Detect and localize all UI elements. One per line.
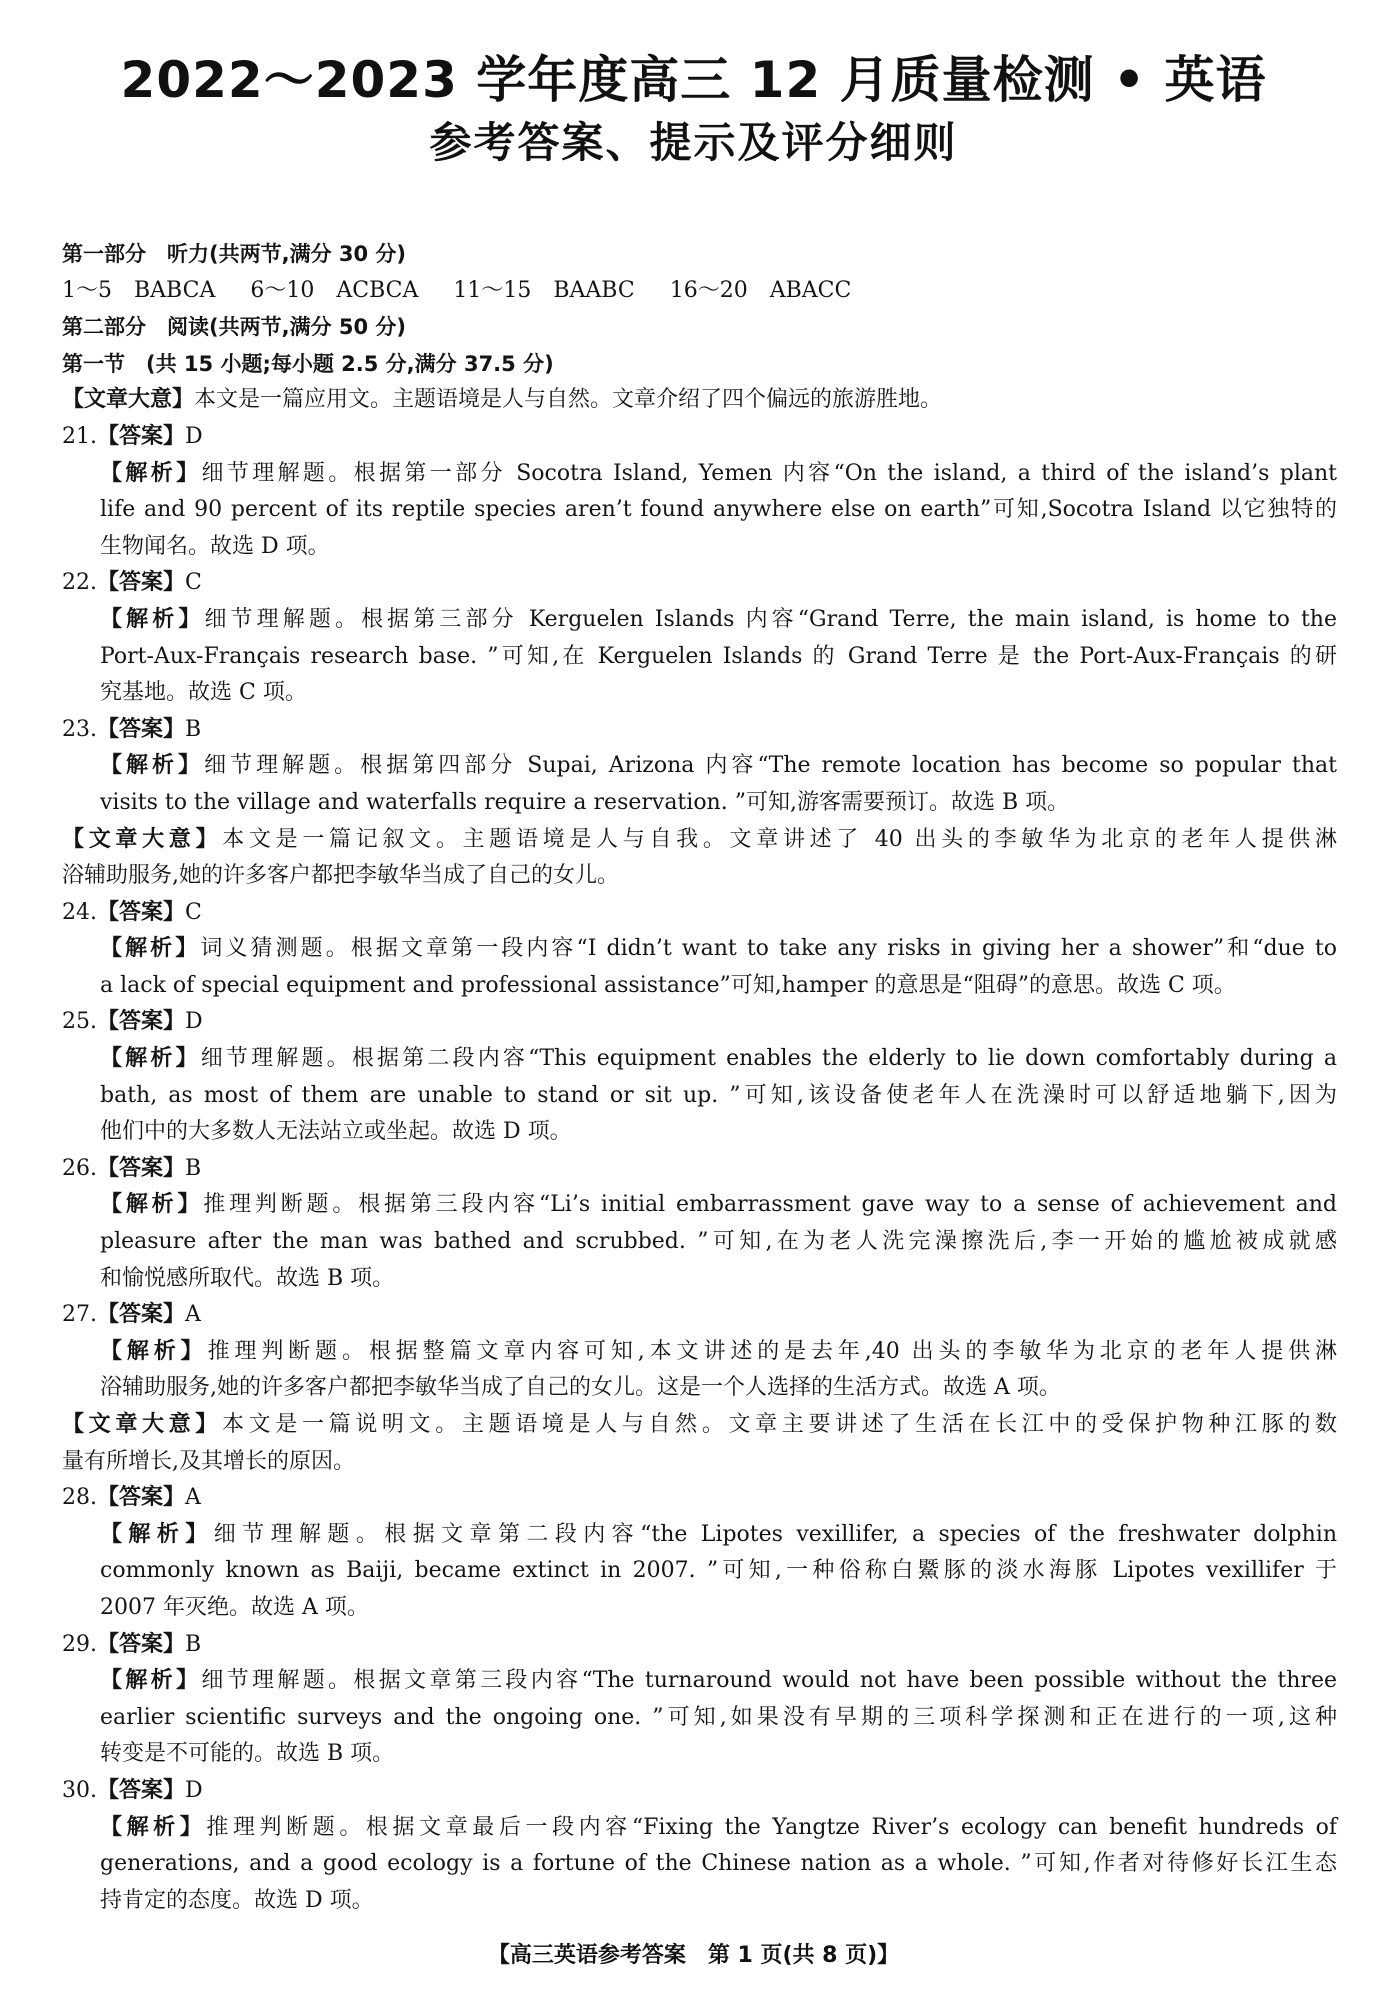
analysis-tag: 【解析】: [100, 1338, 208, 1364]
answer-tag: 【答案】: [97, 1777, 186, 1803]
answer-row: [62, 1004, 1337, 1041]
analysis-tag: 【解析】: [100, 1668, 202, 1694]
answer-row: [62, 712, 1337, 749]
answer-letter: D: [185, 1009, 203, 1035]
analysis-tag: 【解析】: [100, 936, 201, 962]
section1-heading: 第一节 (共 15 小题;每小题 2.5 分,满分 37.5 分): [62, 351, 554, 376]
analysis-line: Port-Aux-Français research base. ”可知,在 Kerguelen Islands 的 Grand Terre 是 the Port-Aux-Français 的研: [100, 643, 1337, 669]
analysis-line: 【解析】推理判断题。根据第三段内容“Li’s initial embarrassment gave way to a sense of achievement and: [100, 1192, 1337, 1218]
passage-summary: 【文章大意】本文是一篇应用文。主题语境是人与自然。文章介绍了四个偏远的旅游胜地。: [62, 387, 943, 413]
page-title: 2022～2023 学年度高三 12 月质量检测 • 英语: [120, 51, 1267, 109]
answer-row: [62, 1297, 1337, 1334]
analysis-line: 他们中的大多数人无法站立或坐起。故选 D 项。: [100, 1119, 572, 1145]
answer-letter: D: [185, 1777, 203, 1803]
analysis-line: a lack of special equipment and professional assistance”可知,hamper 的意思是“阻碍”的意思。故选 C 项。: [100, 972, 1236, 998]
analysis-tag: 【解析】: [100, 1814, 207, 1840]
summary-tag: 【文章大意】: [62, 826, 223, 852]
passage-summary-cont: 量有所增长,及其增长的原因。: [62, 1448, 355, 1474]
question-number: 26.: [62, 1155, 97, 1181]
analysis-line: life and 90 percent of its reptile species aren’t found anywhere else on earth”可知,Socotra Island 以它独特的: [100, 497, 1337, 523]
answer-row: [62, 1773, 1337, 1810]
analysis-line: 2007 年灭绝。故选 A 项。: [100, 1594, 369, 1620]
analysis-tag: 【解析】: [100, 1192, 204, 1218]
analysis-tag: 【解析】: [100, 460, 202, 486]
analysis-line: generations, and a good ecology is a fortune of the Chinese nation as a whole. ”可知,作者对待修好长江生态: [100, 1851, 1337, 1877]
passage-summary: 【文章大意】本文是一篇记叙文。主题语境是人与自我。文章讲述了 40 出头的李敏华为北京的老年人提供淋: [62, 826, 1337, 852]
question-number: 25.: [62, 1009, 97, 1035]
analysis-line: 【解析】词义猜测题。根据文章第一段内容“I didn’t want to take any risks in giving her a shower”和“due to: [100, 936, 1337, 962]
analysis-line: visits to the village and waterfalls require a reservation. ”可知,游客需要预订。故选 B 项。: [100, 789, 1070, 815]
answer-letter: B: [185, 1631, 202, 1657]
analysis-line: bath, as most of them are unable to stand or sit up. ”可知,该设备使老年人在洗澡时可以舒适地躺下,因为: [100, 1082, 1337, 1108]
listening-answers: [62, 273, 1337, 310]
question-number: 29.: [62, 1631, 97, 1657]
answer-letter: A: [185, 1485, 201, 1511]
question-number: 23.: [62, 716, 97, 742]
page-subtitle: 参考答案、提示及评分细则: [429, 118, 958, 167]
answer-row: [62, 1480, 1337, 1517]
analysis-tag: 【解析】: [100, 606, 205, 632]
answer-letter: B: [185, 1155, 202, 1181]
listening-answer-group: 11～15 BAABC: [453, 277, 635, 303]
answer-tag: 【答案】: [97, 1009, 186, 1035]
question-number: 21.: [62, 423, 97, 449]
answer-tag: 【答案】: [97, 716, 186, 742]
analysis-line: commonly known as Baiji, became extinct in 2007. ”可知,一种俗称白鱀豚的淡水海豚 Lipotes vexillifer 于: [100, 1558, 1337, 1584]
question-block: [62, 1480, 1337, 1919]
analysis-line: 生物闻名。故选 D 项。: [100, 533, 330, 559]
analysis-line: 【解析】细节理解题。根据文章第二段内容“the Lipotes vexillifer, a species of the freshwater dolphin: [100, 1521, 1337, 1547]
analysis-line: earlier scientific surveys and the ongoing one. ”可知,如果没有早期的三项科学探测和正在进行的一项,这种: [100, 1704, 1337, 1730]
answer-tag: 【答案】: [97, 1631, 186, 1657]
listening-answer-group: 1～5 BABCA: [62, 277, 216, 303]
analysis-line: 【解析】细节理解题。根据文章第三段内容“The turnaround would not have been possible without the three: [100, 1668, 1337, 1694]
listening-answer-group: 16～20 ABACC: [669, 277, 852, 303]
answer-key-content: [62, 236, 1337, 1919]
question-number: 22.: [62, 570, 97, 596]
analysis-tag: 【解析】: [100, 1521, 214, 1547]
analysis-line: 持肯定的态度。故选 D 项。: [100, 1887, 374, 1913]
answer-row: [62, 1627, 1337, 1664]
answer-row: [62, 1151, 1337, 1188]
question-number: 24.: [62, 899, 97, 925]
analysis-line: 转变是不可能的。故选 B 项。: [100, 1741, 395, 1767]
analysis-line: 【解析】细节理解题。根据第二段内容“This equipment enables the elderly to lie down comfortably during a: [100, 1046, 1337, 1072]
answer-tag: 【答案】: [97, 570, 186, 596]
question-number: 28.: [62, 1485, 97, 1511]
part2-heading: 第二部分 阅读(共两节,满分 50 分): [62, 315, 407, 340]
question-block: [62, 419, 1337, 822]
analysis-line: 【解析】推理判断题。根据整篇文章内容可知,本文讲述的是去年,40 出头的李敏华为北京的老年人提供淋: [100, 1338, 1337, 1364]
question-block: [62, 895, 1337, 1407]
analysis-line: 究基地。故选 C 项。: [100, 680, 307, 706]
page-footer: 【高三英语参考答案 第 1 页(共 8 页)】: [487, 1943, 900, 1968]
analysis-line: 【解析】细节理解题。根据第一部分 Socotra Island, Yemen 内容“On the island, a third of the island’s plant: [100, 460, 1337, 486]
analysis-tag: 【解析】: [100, 753, 205, 779]
answer-row: [62, 895, 1337, 932]
answer-tag: 【答案】: [97, 1155, 186, 1181]
question-number: 30.: [62, 1777, 97, 1803]
analysis-line: pleasure after the man was bathed and scrubbed. ”可知,在为老人洗完澡擦洗后,李一开始的尴尬被成就感: [100, 1229, 1337, 1255]
answer-tag: 【答案】: [97, 1302, 186, 1328]
analysis-tag: 【解析】: [100, 1046, 201, 1072]
part1-heading: 第一部分 听力(共两节,满分 30 分): [62, 242, 407, 266]
analysis-line: 和愉悦感所取代。故选 B 项。: [100, 1265, 395, 1291]
answer-letter: B: [185, 716, 202, 742]
passage-summary: 【文章大意】本文是一篇说明文。主题语境是人与自然。文章主要讲述了生活在长江中的受保护物种江豚的数: [62, 1412, 1337, 1437]
answer-letter: D: [185, 423, 203, 449]
listening-answer-group: 6～10 ACBCA: [250, 277, 419, 303]
passage-summary-cont: 浴辅助服务,她的许多客户都把李敏华当成了自己的女儿。: [62, 863, 619, 889]
answer-row: [62, 419, 1337, 456]
question-number: 27.: [62, 1302, 97, 1328]
analysis-line: 【解析】细节理解题。根据第三部分 Kerguelen Islands 内容“Grand Terre, the main island, is home to the: [100, 606, 1337, 632]
summary-tag: 【文章大意】: [62, 1412, 222, 1437]
answer-tag: 【答案】: [97, 423, 186, 449]
answer-letter: C: [185, 899, 202, 925]
answer-tag: 【答案】: [97, 1485, 186, 1511]
answer-row: [62, 565, 1337, 602]
answer-letter: A: [185, 1302, 201, 1328]
analysis-line: 【解析】细节理解题。根据第四部分 Supai, Arizona 内容“The remote location has become so popular that: [100, 753, 1337, 779]
analysis-line: 【解析】推理判断题。根据文章最后一段内容“Fixing the Yangtze River’s ecology can benefit hundreds of: [100, 1814, 1337, 1840]
summary-tag: 【文章大意】: [62, 387, 195, 413]
answer-tag: 【答案】: [97, 899, 186, 925]
analysis-line: 浴辅助服务,她的许多客户都把李敏华当成了自己的女儿。这是一个人选择的生活方式。故选 A 项。: [100, 1375, 1061, 1401]
answer-letter: C: [185, 570, 202, 596]
